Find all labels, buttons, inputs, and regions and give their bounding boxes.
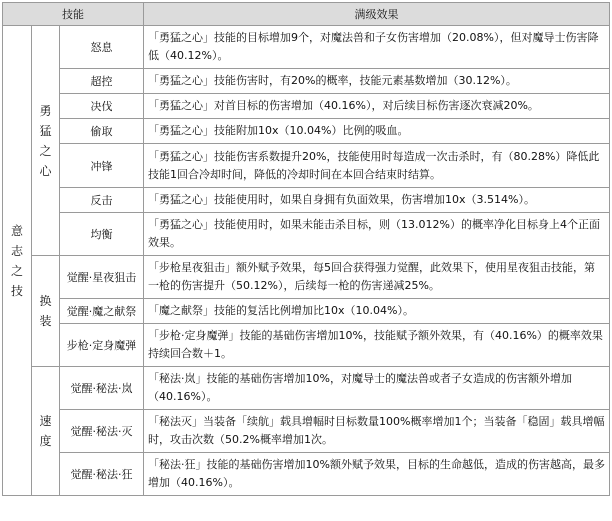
group-label: 意志之技 xyxy=(10,223,23,298)
table-row xyxy=(3,299,610,324)
skill-name: 超控 xyxy=(60,69,144,94)
skill-effect: 「魔之献祭」技能的复活比例增加比10x（10.04%）。 xyxy=(144,299,610,324)
skill-name: 觉醒·秘法·岚 xyxy=(60,367,144,410)
table-row xyxy=(3,213,610,256)
table-row xyxy=(3,188,610,213)
table-row xyxy=(3,324,610,367)
skill-name: 怒息 xyxy=(60,26,144,69)
subgroup-label: 换装 xyxy=(39,294,52,328)
skill-name: 步枪·定身魔弹 xyxy=(60,324,144,367)
subgroup-label: 勇猛之心 xyxy=(39,103,52,178)
skill-effect: 「步枪星夜狙击」额外赋予效果，每5回合获得强力觉醒，此效果下，使用星夜狙击技能，第一枪的伤害提升（50.12%），后续每一枪的伤害递减25%。 xyxy=(144,256,610,299)
skill-effect: 「秘法灭」当装备「续航」载具增幅时目标数量100%概率增加1个；当装备「稳固」载具增幅时，攻击次数（50.2%概率增加1次。 xyxy=(144,410,610,453)
skill-effect: 「勇猛之心」技能附加10x（10.04%）比例的吸血。 xyxy=(144,119,610,144)
subgroup-cell xyxy=(32,256,60,367)
header-skill: 技能 xyxy=(3,3,144,26)
skill-name: 觉醒·魔之献祭 xyxy=(60,299,144,324)
table-row xyxy=(3,119,610,144)
skill-effect: 「勇猛之心」对首目标的伤害增加（40.16%），对后续目标伤害逐次衰减20%。 xyxy=(144,94,610,119)
skill-effect: 「秘法·狂」技能的基础伤害增加10%额外赋予效果，目标的生命越低，造成的伤害越高，最多增加（40.16%）。 xyxy=(144,453,610,496)
skill-name: 均衡 xyxy=(60,213,144,256)
subgroup-label: 速度 xyxy=(39,414,52,448)
skill-effect: 「勇猛之心」技能使用时，如果未能击杀目标，则（13.012%）的概率净化目标身上4个正面效果。 xyxy=(144,213,610,256)
skill-effect: 「勇猛之心」技能的目标增加9个，对魔法兽和子女伤害增加（20.08%），但对魔导士伤害降低（40.12%）。 xyxy=(144,26,610,69)
skill-name: 觉醒·星夜狙击 xyxy=(60,256,144,299)
table-row xyxy=(3,410,610,453)
skill-name: 反击 xyxy=(60,188,144,213)
skill-name: 觉醒·秘法·灭 xyxy=(60,410,144,453)
table-row xyxy=(3,26,610,69)
subgroup-cell xyxy=(32,26,60,256)
skills-table xyxy=(2,2,610,496)
skill-name: 觉醒·秘法·狂 xyxy=(60,453,144,496)
table-row xyxy=(3,453,610,496)
skill-effect: 「勇猛之心」技能伤害系数提升20%，技能使用时每造成一次击杀时，有（80.28%）降低此技能1回合冷却时间，降低的冷却时间在本回合结束时结算。 xyxy=(144,144,610,188)
table-row xyxy=(3,94,610,119)
skill-effect: 「勇猛之心」技能使用时，如果自身拥有负面效果，伤害增加10x（3.514%）。 xyxy=(144,188,610,213)
skill-effect: 「步枪·定身魔弹」技能的基础伤害增加10%，技能赋予额外效果，有（40.16%）的概率效果持续回合数＋1。 xyxy=(144,324,610,367)
group-cell xyxy=(3,26,32,496)
table-row xyxy=(3,69,610,94)
header-effect: 满级效果 xyxy=(144,3,610,26)
header-row xyxy=(3,3,610,26)
table-row xyxy=(3,144,610,188)
skill-effect: 「勇猛之心」技能伤害时，有20%的概率，技能元素基数增加（30.12%）。 xyxy=(144,69,610,94)
table-row xyxy=(3,367,610,410)
skill-name: 冲锋 xyxy=(60,144,144,188)
skill-effect: 「秘法·岚」技能的基础伤害增加10%，对魔导士的魔法兽或者子女造成的伤害额外增加（40.16%）。 xyxy=(144,367,610,410)
skill-name: 决伐 xyxy=(60,94,144,119)
subgroup-cell xyxy=(32,367,60,496)
skill-name: 偷取 xyxy=(60,119,144,144)
table-row xyxy=(3,256,610,299)
